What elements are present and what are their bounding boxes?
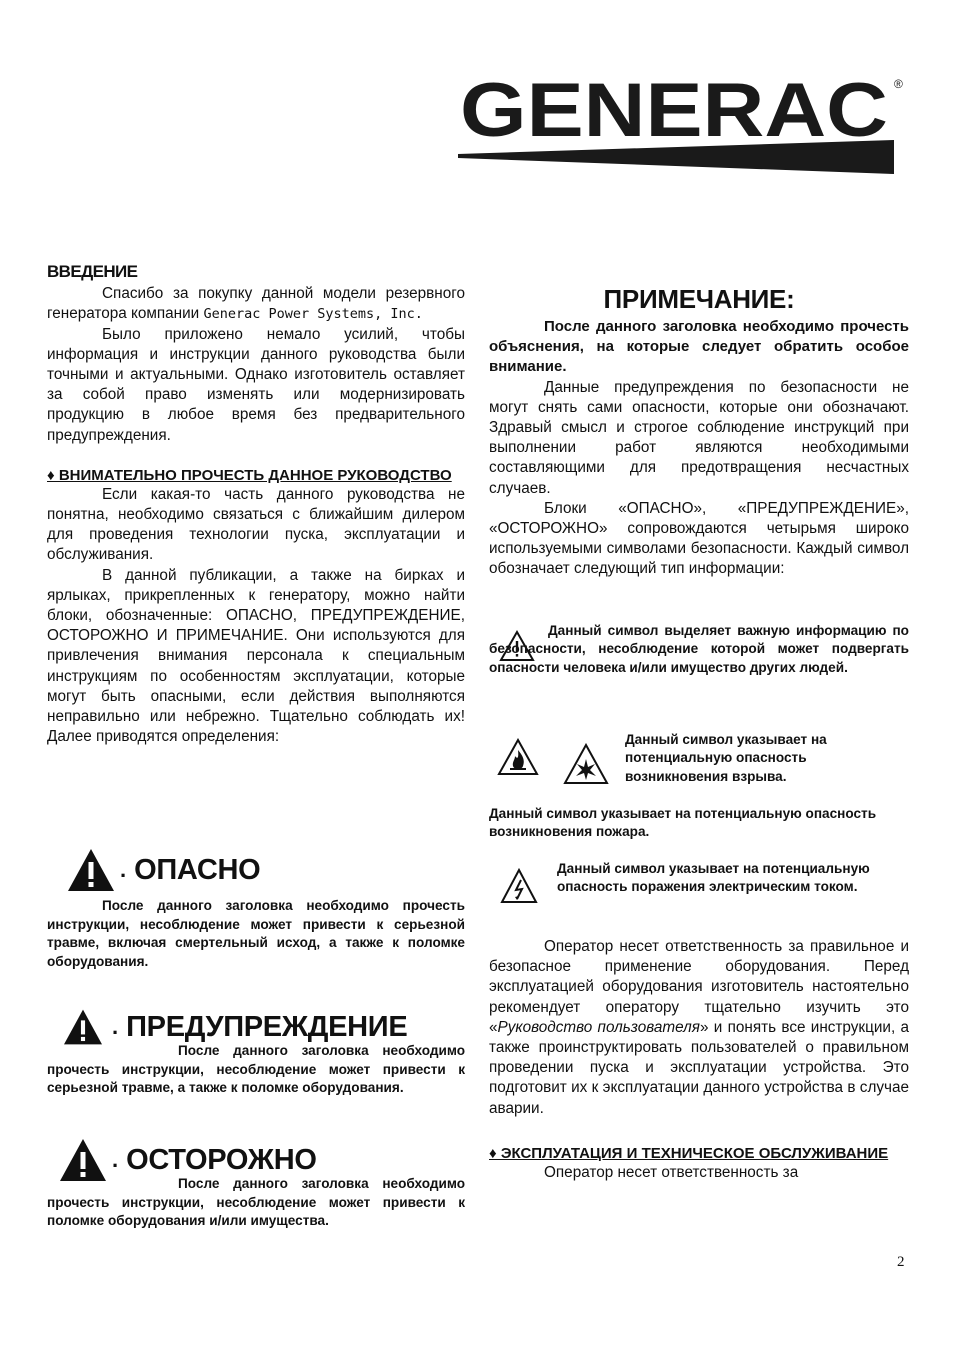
warning-title: ПРЕДУПРЕЖДЕНИЕ (126, 1010, 408, 1043)
company-name: Generac Power Systems, Inc. (203, 306, 423, 323)
intro-paragraph-1 (47, 284, 465, 324)
operator-block (489, 937, 909, 1183)
fire-text: Данный символ указывает на потенциальную опасность возникновения пожара. (489, 806, 877, 840)
read-manual-paragraph-1: Если какая-то часть данного руководства не понятна, необходимо связаться с ближайшим дилером для проведения технологии пуска, эксплуатации и обслуживания. (47, 485, 465, 564)
explosion-text: Данный символ указывает на потенциальную опасность возникновения взрыва. (625, 732, 827, 784)
generac-logo-graphic (458, 72, 910, 178)
operator-text-a: Оператор несет ответственность за правильное и безопасное применение оборудования. Перед эксплуатацией оборудования изготовитель настоятельно рекомендует оператору тщательно изучить это « (489, 938, 909, 1036)
read-manual-paragraph-2: В данной публикации, а также на бирках и ярлыках, прикрепленных к генератору, можно найти блоки, обозначенные: ОПАСНО, ПРЕДУПРЕЖДЕНИЕ, ОСТОРОЖНО И ПРИМЕЧАНИЕ. Они используются для привлечения внимания персонала к специальным инструкциям по особенностям эксплуатации, которые могут быть опасными, если действия выполняются неправильно или небрежно. Тщательно соблюдать их! Далее приводятся определения: (47, 566, 465, 746)
right-column (489, 317, 909, 580)
note-bold-text: После данного заголовка необходимо прочесть объяснения, на которые следует обратить особое внимание. (489, 318, 909, 376)
warning-triangle-icon (58, 1008, 108, 1046)
operator-text-italic: Руководство пользователя (497, 1018, 700, 1036)
logo-wordmark: GENERAC (460, 72, 888, 153)
caution-title: ОСТОРОЖНО (126, 1143, 317, 1176)
read-manual-heading: ♦ ВНИМАТЕЛЬНО ПРОЧЕСТЬ ДАННОЕ РУКОВОДСТВО (47, 466, 452, 484)
operator-paragraph (489, 937, 909, 1119)
maintenance-heading: ♦ ЭКСПЛУАТАЦИЯ И ТЕХНИЧЕСКОЕ ОБСЛУЖИВАНИЕ (489, 1144, 889, 1162)
generac-logo (458, 72, 910, 178)
warning-header (58, 1008, 407, 1046)
intro-p1-text: Спасибо за покупку данной модели резервного генератора компании (47, 285, 465, 323)
note-heading-wrap (489, 284, 909, 315)
left-column (47, 262, 465, 747)
danger-header (66, 847, 260, 893)
note-paragraph-1: Данные предупреждения по безопасности не могут снять сами опасности, которые они обозначают. Здравый смысл и строгое соблюдение инструкций при выполнении работ являются необходимыми составляющими для предотвращения несчастных случаев. (489, 378, 909, 497)
electric-shock-icon (500, 868, 538, 909)
intro-paragraph-2: Было приложено немало усилий, чтобы информация и инструкции данного руководства были точными и актуальными. Однако изготовитель оставляет за собой право изменять или модернизировать продукцию в любое время без предварительного предупреждения. (47, 325, 465, 444)
electric-text: Данный символ указывает на потенциальную опасность поражения электрическим током. (557, 861, 870, 895)
explosion-icon (563, 743, 609, 790)
registered-mark: ® (894, 77, 903, 91)
maintenance-paragraph: Оператор несет ответственность за (544, 1163, 799, 1181)
fire-icon (497, 738, 539, 781)
note-title: ПРИМЕЧАНИЕ: (603, 284, 795, 314)
note-paragraph-2: Блоки «ОПАСНО», «ПРЕДУПРЕЖДЕНИЕ», «ОСТОРОЖНО» сопровождаются четырьмя широко используемыми символами безопасности. Каждый символ обозначает следующий тип информации: (489, 499, 909, 578)
caution-text: После данного заголовка необходимо прочесть инструкции, несоблюдение может привести к поломке оборудования и/или имущества. (47, 1176, 465, 1229)
general-hazard-text: Данный символ выделяет важную информацию по безопасности, несоблюдение которой может подвергать опасности человека и/или имущество других людей. (489, 623, 909, 675)
intro-heading: ВВЕДЕНИЕ (47, 262, 138, 281)
danger-title: ОПАСНО (134, 853, 261, 886)
page-number: 2 (897, 1254, 905, 1270)
danger-dot: . (120, 857, 127, 882)
danger-text: После данного заголовка необходимо прочесть инструкции, несоблюдение может привести к серьезной травме, включая смертельный исход, а также к поломке оборудования. (47, 898, 465, 969)
operator-text-b: » и понять все инструкции, а также проинструктировать пользователей о правильном проведении пуска и эксплуатации устройства. Это подготовит их к эксплуатации данного устройства в случае аварии. (489, 1018, 909, 1117)
caution-dot: . (112, 1147, 119, 1172)
warning-triangle-icon (66, 847, 116, 893)
warning-dot: . (112, 1014, 119, 1039)
warning-text: После данного заголовка необходимо прочесть инструкции, несоблюдение может привести к серьезной травме, а также к поломке оборудования. (47, 1043, 465, 1096)
